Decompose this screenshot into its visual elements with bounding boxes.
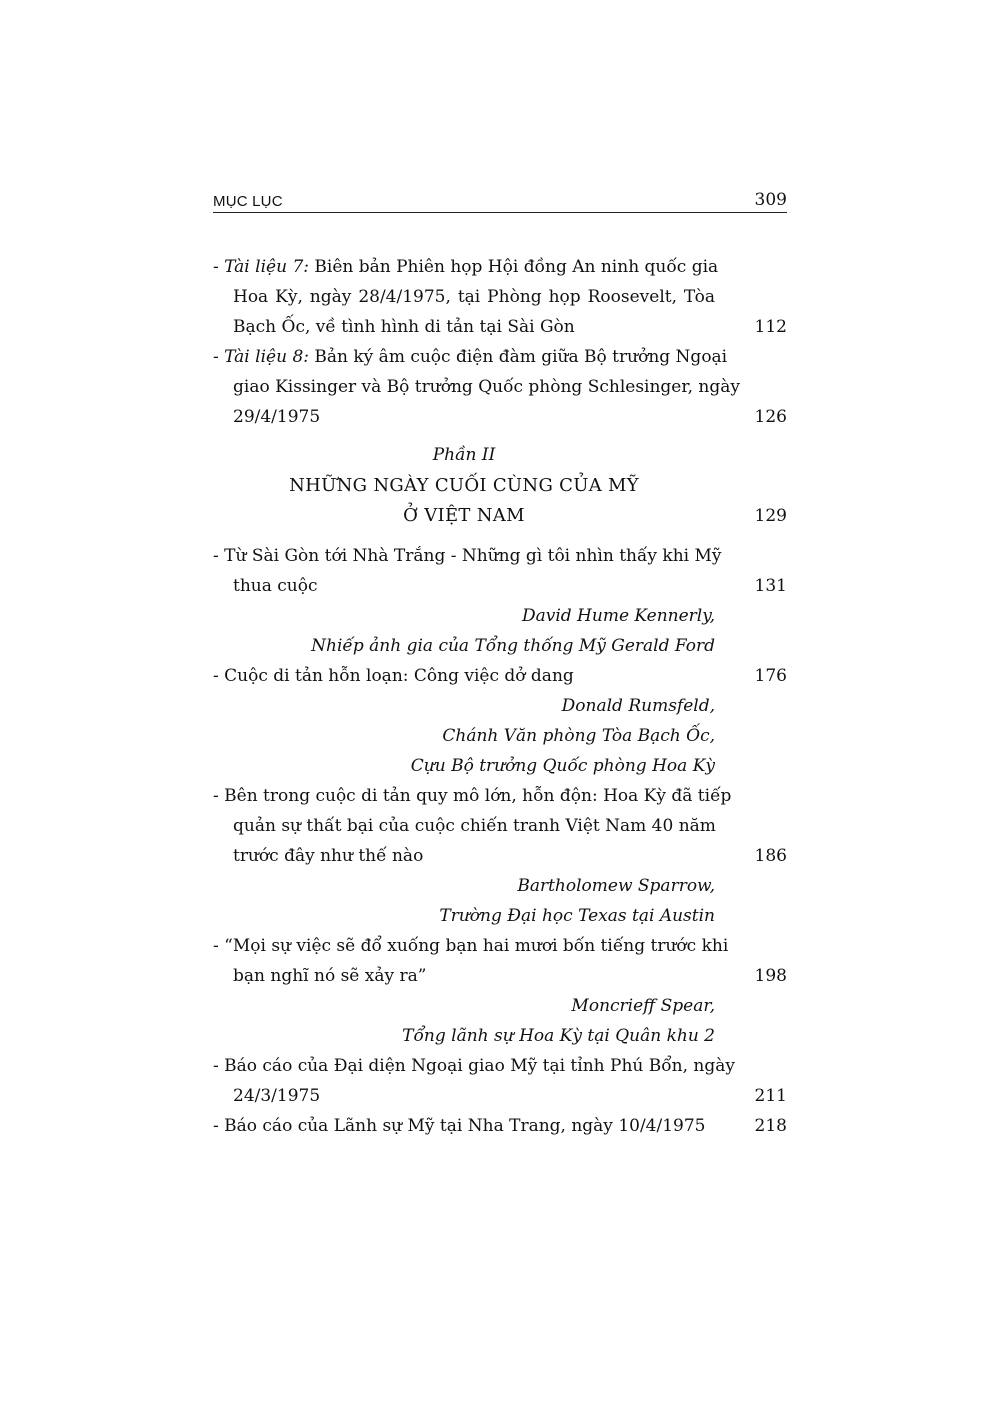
author-role2-rumsfeld: Cựu Bộ trưởng Quốc phòng Hoa Kỳ <box>410 756 715 776</box>
toc-page-spear: 198 <box>754 966 787 986</box>
part-label: Phần II <box>432 445 496 465</box>
toc-entry-doc7-line3: Bạch Ốc, về tình hình di tản tại Sài Gòn <box>233 317 575 337</box>
author-spear: Moncrieff Spear, <box>571 996 715 1016</box>
toc-page-kennerly: 131 <box>754 576 787 596</box>
toc-page-doc8: 126 <box>754 407 787 427</box>
toc-entry-phuban-line1: - Báo cáo của Đại diện Ngoại giao Mỹ tại tỉnh Phú Bổn, ngày <box>213 1056 735 1076</box>
toc-page-doc7: 112 <box>754 317 787 337</box>
toc-entry-sparrow-line2: quản sự thất bại của cuộc chiến tranh Việt Nam 40 năm <box>233 816 716 836</box>
toc-entry-kennerly-line2: thua cuộc <box>233 576 318 596</box>
author-kennerly: David Hume Kennerly, <box>521 606 715 626</box>
toc-page-rumsfeld: 176 <box>754 666 787 686</box>
toc-entry-doc8-line2: giao Kissinger và Bộ trưởng Quốc phòng Schlesinger, ngày <box>233 377 741 397</box>
toc-entry-doc8-line3: 29/4/1975 <box>233 407 321 427</box>
doc7-label: Tài liệu 7: <box>224 257 309 277</box>
toc-entry-kennerly-line1: - Từ Sài Gòn tới Nhà Trắng - Những gì tôi nhìn thấy khi Mỹ <box>213 546 722 566</box>
toc-entry-sparrow-line1: - Bên trong cuộc di tản quy mô lớn, hỗn độn: Hoa Kỳ đã tiếp <box>213 786 732 806</box>
header-title: MỤC LỤC <box>213 193 283 210</box>
toc-entry-doc8-line1: - Tài liệu 8: Bản ký âm cuộc điện đàm giữa Bộ trưởng Ngoại <box>213 347 728 367</box>
part-title-line1: NHỮNG NGÀY CUỐI CÙNG CỦA MỸ <box>289 475 639 496</box>
toc-entry-spear-line1: - “Mọi sự việc sẽ đổ xuống bạn hai mươi bốn tiếng trước khi <box>213 936 729 956</box>
running-header <box>213 190 787 213</box>
toc-page-sparrow: 186 <box>754 846 787 866</box>
author-sparrow: Bartholomew Sparrow, <box>517 876 715 896</box>
toc-entry-spear-line2: bạn nghĩ nó sẽ xảy ra” <box>233 966 427 986</box>
header-page-number: 309 <box>754 190 787 210</box>
toc-entry-nhatrang-line1: - Báo cáo của Lãnh sự Mỹ tại Nha Trang, ngày 10/4/1975 <box>213 1116 706 1136</box>
toc-page-nhatrang: 218 <box>754 1116 787 1136</box>
toc-page-part2: 129 <box>754 506 787 526</box>
author-rumsfeld: Donald Rumsfeld, <box>561 696 715 716</box>
part-title-line2: Ở VIỆT NAM <box>403 505 525 526</box>
toc-entry-doc7-line2: Hoa Kỳ, ngày 28/4/1975, tại Phòng họp Roosevelt, Tòa <box>233 287 715 307</box>
toc-entry-doc7-line1: - Tài liệu 7: Biên bản Phiên họp Hội đồng An ninh quốc gia <box>213 257 719 277</box>
author-role-spear: Tổng lãnh sự Hoa Kỳ tại Quân khu 2 <box>402 1026 715 1046</box>
doc8-label: Tài liệu 8: <box>224 347 309 367</box>
toc-page-phuban: 211 <box>754 1086 787 1106</box>
toc-entry-sparrow-line3: trước đây như thế nào <box>233 846 424 866</box>
toc-entry-rumsfeld-line1: - Cuộc di tản hỗn loạn: Công việc dở dang <box>213 666 574 686</box>
author-role-sparrow: Trường Đại học Texas tại Austin <box>439 906 715 926</box>
author-role-kennerly: Nhiếp ảnh gia của Tổng thống Mỹ Gerald Ford <box>311 636 715 656</box>
author-role1-rumsfeld: Chánh Văn phòng Tòa Bạch Ốc, <box>442 726 715 746</box>
toc-entry-phuban-line2: 24/3/1975 <box>233 1086 321 1106</box>
